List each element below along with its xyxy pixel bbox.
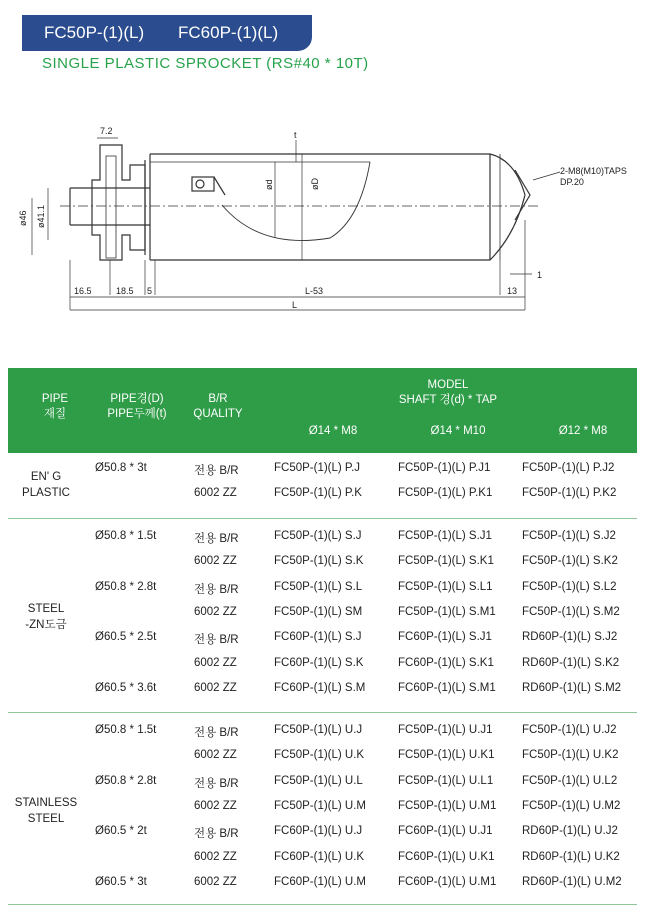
header-br-quality: [188, 392, 248, 422]
dim-13: 13: [507, 286, 518, 296]
dim-41-1: ø41.1: [36, 204, 46, 228]
table-cell-br: 6002 ZZ: [194, 681, 237, 694]
table-cell-br: 6002 ZZ: [194, 487, 237, 500]
table-cell-c2: FC60P-(1)(L) S.J1: [398, 631, 492, 644]
material-line-1: EN' G: [30, 471, 62, 484]
table-cell-c2: FC50P-(1)(L) U.K1: [398, 749, 495, 762]
table-cell-br: 6002 ZZ: [194, 605, 237, 618]
dim-l-53: L-53: [305, 286, 324, 296]
header-model-l1: MODEL: [427, 379, 469, 391]
dim-1: 1: [537, 270, 543, 280]
table-cell-br: 전용 B/R: [194, 727, 239, 739]
table-cell-c3: FC50P-(1)(L) U.J2: [522, 724, 617, 736]
table-cell-c1: FC60P-(1)(L) U.K: [274, 850, 365, 863]
header-pipe-l2: 재질: [43, 408, 67, 420]
table-cell-c1: FC50P-(1)(L) S.L: [274, 580, 363, 593]
table-cell-c2: FC50P-(1)(L) U.L1: [398, 774, 494, 787]
table-cell-pipe: Ø50.8 * 1.5t: [95, 724, 157, 736]
table-cell-c2: FC50P-(1)(L) U.M1: [398, 799, 497, 812]
table-cell-c3: RD60P-(1)(L) U.M2: [522, 875, 622, 888]
header-model-l2: SHAFT 경(d) * TAP: [398, 394, 498, 406]
subtitle: SINGLE PLASTIC SPROCKET (RS#40 * 10T): [42, 55, 369, 72]
technical-drawing: [0, 110, 647, 325]
table-cell-br: 6002 ZZ: [194, 656, 237, 669]
header-col3: Ø12 * M8: [558, 425, 608, 437]
material-line-2: PLASTIC: [22, 487, 70, 500]
group-separator: [8, 904, 637, 905]
table-cell-c2: FC60P-(1)(L) S.K1: [398, 656, 494, 669]
table-cell-c1: FC50P-(1)(L) P.J: [274, 462, 361, 474]
table-cell-c3: RD60P-(1)(L) U.K2: [522, 850, 620, 863]
table-cell-br: 전용 B/R: [194, 777, 239, 790]
table-cell-c2: FC50P-(1)(L) U.J1: [398, 724, 493, 736]
table-cell-c1: FC60P-(1)(L) S.K: [274, 656, 364, 669]
header-br-l1: B/R: [208, 393, 228, 405]
header-model: [268, 378, 628, 408]
table-cell-c2: FC60P-(1)(L) S.M1: [398, 681, 496, 694]
header-col1: Ø14 * M8: [308, 425, 358, 437]
table-cell-c1: FC50P-(1)(L) S.K: [274, 555, 364, 568]
dim-t: t: [294, 130, 297, 140]
dim-7-2: 7.2: [100, 126, 113, 136]
table-cell-c3: RD60P-(1)(L) S.M2: [522, 681, 622, 694]
table-cell-c2: FC50P-(1)(L) S.J1: [398, 530, 492, 542]
header-pipe-l1: PIPE: [41, 393, 69, 405]
header-br-l2: QUALITY: [193, 408, 243, 420]
table-cell-c1: FC50P-(1)(L) P.K: [274, 487, 362, 500]
table-cell-pipe: Ø60.5 * 2.5t: [95, 631, 157, 644]
table-cell-br: 전용 B/R: [194, 634, 239, 647]
title-bar: [22, 15, 312, 51]
table-cell-c1: FC50P-(1)(L) U.J: [274, 724, 363, 736]
material-label: [8, 469, 84, 501]
table-cell-c1: FC50P-(1)(L) U.M: [274, 799, 367, 812]
table-cell-c1: FC60P-(1)(L) S.M: [274, 681, 366, 694]
table-cell-c3: FC50P-(1)(L) S.M2: [522, 605, 620, 618]
model-title-a: FC50P-(1)(L): [44, 23, 145, 42]
table-cell-c2: FC50P-(1)(L) P.J1: [398, 462, 491, 474]
table-cell-c1: FC50P-(1)(L) SM: [274, 605, 363, 618]
table-cell-br: 6002 ZZ: [194, 555, 237, 568]
table-cell-br: 6002 ZZ: [194, 850, 237, 863]
table-cell-c2: FC50P-(1)(L) S.K1: [398, 555, 494, 568]
table-cell-c1: FC60P-(1)(L) S.J: [274, 631, 362, 644]
dim-18-5: 18.5: [116, 286, 134, 296]
table-cell-c2: FC50P-(1)(L) S.L1: [398, 580, 493, 593]
header-pipe-d-l1: PIPE경(D): [110, 393, 164, 405]
table-cell-c1: FC50P-(1)(L) U.L: [274, 774, 363, 787]
group-separator: [8, 518, 637, 519]
dim-phi-D: øD: [310, 178, 320, 190]
table-cell-c3: FC50P-(1)(L) U.M2: [522, 799, 621, 812]
material-line-1: STAINLESS: [14, 796, 78, 809]
table-cell-c3: FC50P-(1)(L) S.J2: [522, 530, 616, 542]
dim-phi-d: ød: [264, 179, 274, 190]
table-cell-br: 6002 ZZ: [194, 799, 237, 812]
table-cell-c1: FC50P-(1)(L) U.K: [274, 749, 365, 762]
table-cell-c3: FC50P-(1)(L) P.J2: [522, 462, 615, 474]
header-pipe: [30, 392, 80, 422]
material-line-2: STEEL: [27, 812, 65, 825]
table-cell-c3: FC50P-(1)(L) P.K2: [522, 487, 617, 500]
table-cell-c3: FC50P-(1)(L) U.L2: [522, 774, 618, 787]
dim-5: 5: [147, 286, 153, 296]
table-cell-c1: FC60P-(1)(L) U.J: [274, 825, 363, 838]
table-cell-br: 6002 ZZ: [194, 749, 237, 762]
table-cell-br: 전용 B/R: [194, 533, 239, 545]
header-pipe-d-l2: PIPE두께(t): [107, 408, 167, 420]
table-cell-c2: FC60P-(1)(L) U.K1: [398, 850, 495, 863]
table-cell-c3: RD60P-(1)(L) U.J2: [522, 825, 618, 838]
table-cell-br: 전용 B/R: [194, 465, 239, 477]
material-label: [8, 601, 84, 633]
header-pipe-diameter: [92, 392, 182, 422]
table-cell-c1: FC50P-(1)(L) S.J: [274, 530, 362, 542]
table-cell-br: 전용 B/R: [194, 583, 239, 596]
table-cell-c3: FC50P-(1)(L) U.K2: [522, 749, 619, 762]
table-cell-br: 전용 B/R: [194, 828, 239, 841]
table-cell-pipe: Ø50.8 * 2.8t: [95, 580, 157, 593]
table-cell-c3: RD60P-(1)(L) S.J2: [522, 631, 618, 644]
table-cell-br: 6002 ZZ: [194, 875, 237, 888]
dim-16-5: 16.5: [74, 286, 92, 296]
table-cell-c2: FC60P-(1)(L) U.M1: [398, 875, 497, 888]
table-cell-pipe: Ø50.8 * 1.5t: [95, 530, 157, 542]
table-cell-c3: RD60P-(1)(L) S.K2: [522, 656, 620, 669]
table-cell-c2: FC60P-(1)(L) U.J1: [398, 825, 493, 838]
material-label: [8, 795, 84, 827]
table-cell-pipe: Ø60.5 * 3.6t: [95, 681, 157, 694]
table-cell-c2: FC50P-(1)(L) P.K1: [398, 487, 493, 500]
material-line-1: STEEL: [27, 602, 65, 615]
group-separator: [8, 712, 637, 713]
model-title-b: FC60P-(1)(L): [178, 23, 279, 42]
table-cell-c2: FC50P-(1)(L) S.M1: [398, 605, 496, 618]
table-cell-pipe: Ø60.5 * 2t: [95, 825, 147, 838]
table-cell-pipe: Ø50.8 * 2.8t: [95, 774, 157, 787]
dim-dp: DP.20: [560, 177, 584, 187]
table-header: [8, 368, 637, 453]
dim-46: ø46: [18, 210, 28, 226]
material-line-2: -ZN도금: [25, 618, 67, 631]
table-cell-c3: FC50P-(1)(L) S.K2: [522, 555, 618, 568]
dim-taps: 2-M8(M10)TAPS: [560, 166, 627, 176]
table-cell-pipe: Ø60.5 * 3t: [95, 875, 147, 888]
table-cell-c3: FC50P-(1)(L) S.L2: [522, 580, 617, 593]
table-cell-pipe: Ø50.8 * 3t: [95, 462, 147, 474]
table-cell-c1: FC60P-(1)(L) U.M: [274, 875, 367, 888]
header-col2: Ø14 * M10: [430, 425, 486, 437]
dim-L: L: [292, 300, 298, 310]
